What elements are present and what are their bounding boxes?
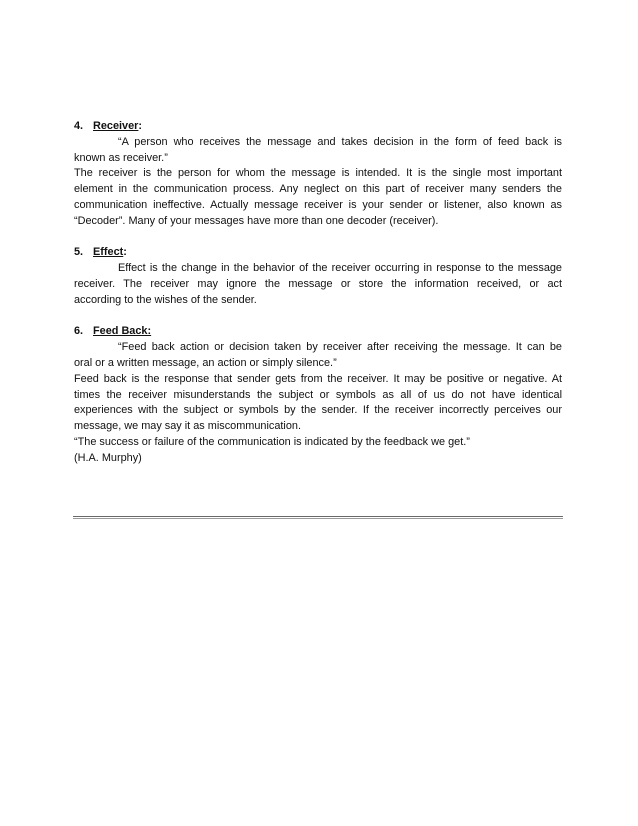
text-line: message, we may say it as miscommunication. [74,420,301,433]
section-colon: : [138,120,143,132]
text-line: (H.A. Murphy) [74,451,142,464]
text-line: experiences with the subject or symbols by the sender. If the receiver incorrectly perceives our [74,404,562,417]
text-line: known as receiver.” [74,151,168,164]
horizontal-divider-inner [73,518,563,519]
text-line: “The success or failure of the communication is indicated by the feedback we get.” [74,435,470,448]
text-line: The receiver is the person for whom the message is intended. It is the single most important [74,167,562,180]
text-line: Effect is the change in the behavior of the receiver occurring in response to the message [118,262,562,275]
section-title: Feed Back: [93,325,152,338]
text-line: “Feed back action or decision taken by receiver after receiving the message. It can be [118,341,562,354]
text-line: times the receiver misunderstands the subject or symbols as all of us do not have identical [74,388,562,401]
text-line: according to the wishes of the sender. [74,293,257,306]
section-effect [74,245,562,308]
section-heading [74,245,562,261]
section-number: 5. [74,246,84,259]
text-line: “Decoder”. Many of your messages have more than one decoder (receiver). [74,214,439,227]
text-line: receiver. The receiver may ignore the message or store the information received, or act [74,277,562,290]
text-line: communication ineffective. Actually message receiver is your sender or listener, also known as [74,198,562,211]
document-body [74,119,562,482]
section-number: 4. [74,120,84,132]
section-receiver [74,119,562,230]
text-line: “A person who receives the message and takes decision in the form of feed back is [118,135,562,148]
section-feed-back [74,324,562,466]
section-heading [74,119,562,135]
section-title: Receiver [93,120,139,132]
text-line: element in the communication process. Any neglect on this part of receiver many senders the [74,183,562,196]
section-number: 6. [74,325,84,338]
section-colon: : [123,246,127,259]
section-title: Effect [93,246,124,259]
section-heading [74,324,562,340]
text-line: Feed back is the response that sender gets from the receiver. It may be positive or negative. At [74,372,562,385]
text-line: oral or a written message, an action or simply silence.” [74,356,337,369]
